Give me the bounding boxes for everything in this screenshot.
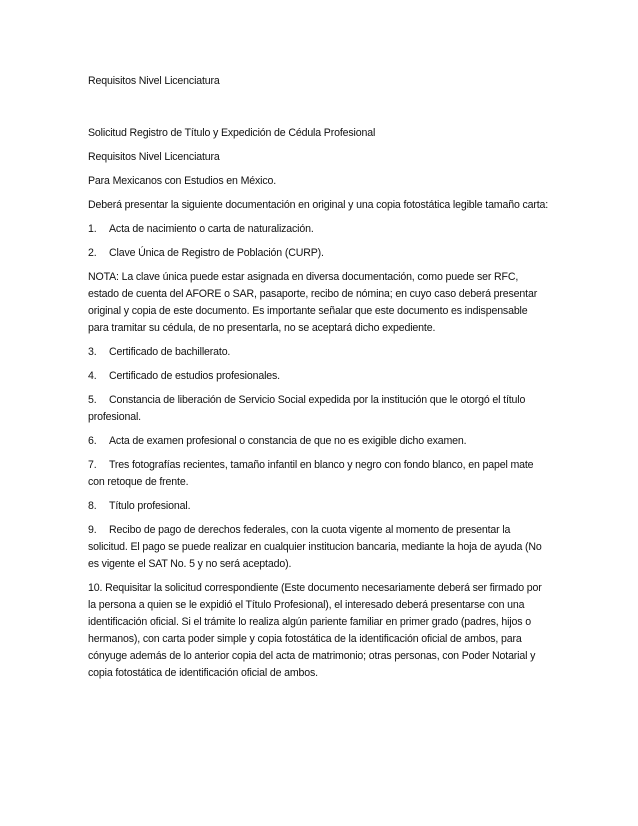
item-text: Certificado de bachillerato. [109,346,231,358]
requirement-item-10: 10. Requisitar la solicitud correspondiente (Este documento necesariamente deberá ser firmado por la persona a quien se le expidió el Título Profesional), el interesado deberá presentarse con una identificación oficial. Si el trámite lo realiza algún pariente familiar en primer grado (padres, hijos o hermanos), con carta poder simple y copia fotostática de la identificación oficial de ambos, para cónyuge además de lo anterior copia del acta de matrimonio; otras personas, con Poder Notarial y copia fotostática de identificación oficial de ambos. [88,582,542,679]
item-text: Tres fotografías recientes, tamaño infantil en blanco y negro con fondo blanco, en papel mate con retoque de frente. [88,459,534,488]
requirement-item [88,221,550,238]
item-text: Recibo de pago de derechos federales, con la cuota vigente al momento de presentar la solicitud. El pago se puede realizar en cualquier institucion bancaria, mediante la hoja de ayuda (No es vigente el SAT No. 5 y no será aceptado). [88,524,542,570]
item-number: 2. [88,247,97,259]
item-number: 3. [88,346,97,358]
item-text: Acta de nacimiento o carta de naturalización. [109,223,314,235]
item-number: 1. [88,223,97,235]
item-number: 9. [88,524,97,536]
item-number: 5. [88,394,97,406]
document-header: Requisitos Nivel Licenciatura [88,75,220,87]
item-number: 7. [88,459,97,471]
intro-paragraph: Deberá presentar la siguiente documentación en original y una copia fotostática legible tamaño carta: [88,199,549,211]
requirement-item [88,522,550,573]
document-subheading: Requisitos Nivel Licenciatura [88,151,220,163]
requirement-item [88,392,550,426]
requirement-item [88,344,550,361]
item-text: Constancia de liberación de Servicio Social expedida por la institución que le otorgó el título profesional. [88,394,526,423]
item-text: Título profesional. [109,500,191,512]
item-number: 8. [88,500,97,512]
requirement-item [88,457,550,491]
item-number: 4. [88,370,97,382]
item-text: Acta de examen profesional o constancia de que no es exigible dicho examen. [109,435,467,447]
item-text: Certificado de estudios profesionales. [109,370,280,382]
requirement-item [88,433,550,450]
audience-line: Para Mexicanos con Estudios en México. [88,175,277,187]
requirement-item [88,498,550,515]
requirement-item [88,245,550,262]
item-number: 6. [88,435,97,447]
item-text: Clave Única de Registro de Población (CURP). [109,247,324,259]
document-heading: Solicitud Registro de Título y Expedición de Cédula Profesional [88,127,376,139]
note-paragraph: NOTA: La clave única puede estar asignada en diversa documentación, como puede ser RFC, estado de cuenta del AFORE o SAR, pasaporte, recibo de nómina; en cuyo caso deberá presentar original y copia de este documento. Es importante señalar que este documento es indispensable para tramitar su cédula, de no presentarla, no se aceptará dicho expediente. [88,271,538,334]
requirement-item [88,368,550,385]
document-page [88,73,550,689]
